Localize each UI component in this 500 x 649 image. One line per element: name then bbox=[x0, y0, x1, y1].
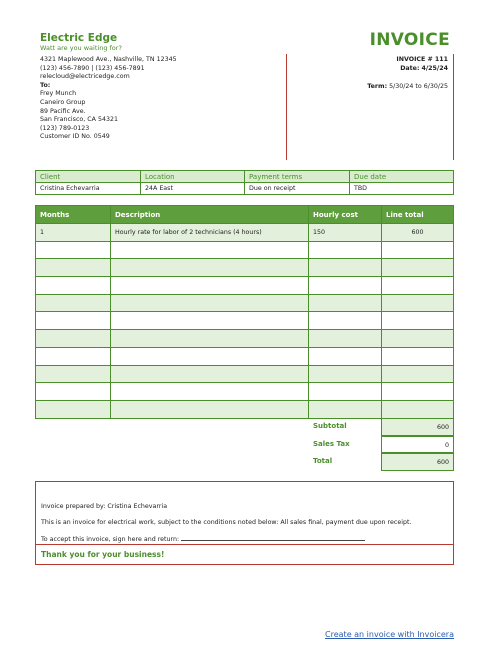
description-cell: Hourly rate for labor of 2 technicians (4 hours) bbox=[111, 224, 309, 242]
table-row bbox=[36, 312, 454, 330]
customer-id: Customer ID No. 0549 bbox=[40, 133, 110, 141]
create-invoice-link[interactable]: Create an invoice with Invoicera bbox=[325, 630, 454, 639]
invoice-number: 111 bbox=[434, 56, 448, 63]
bill-to-city: San Francisco, CA 54321 bbox=[40, 116, 118, 124]
invoice-meta bbox=[396, 56, 448, 73]
table-row bbox=[36, 330, 454, 348]
location-value: 24A East bbox=[141, 183, 245, 195]
signature-field[interactable] bbox=[181, 536, 365, 541]
description-header: Description bbox=[111, 206, 309, 224]
months-header: Months bbox=[36, 206, 111, 224]
subtotal-label: Subtotal bbox=[313, 422, 347, 430]
total-value: 600 bbox=[381, 453, 454, 471]
bill-to-label: To: bbox=[40, 81, 51, 89]
table-row bbox=[36, 277, 454, 295]
invoice-date: 4/25/24 bbox=[421, 64, 448, 72]
term-value: 5/30/24 to 6/30/25 bbox=[389, 83, 448, 90]
hourly-cost-header: Hourly cost bbox=[309, 206, 382, 224]
bill-to-name: Frey Munch bbox=[40, 90, 77, 98]
term-line bbox=[367, 83, 448, 90]
terms-note-text: This is an invoice for electrical work, subject to the conditions noted below: All sales final, payment due upon receipt. bbox=[41, 519, 412, 526]
table-row bbox=[36, 259, 454, 277]
table-row bbox=[36, 383, 454, 401]
client-header: Client bbox=[36, 171, 141, 183]
payment-terms-value: Due on receipt bbox=[245, 183, 350, 195]
bill-to-company: Caneiro Group bbox=[40, 98, 86, 106]
line-total-cell: 600 bbox=[382, 224, 454, 242]
line-total-header: Line total bbox=[382, 206, 454, 224]
table-row bbox=[36, 294, 454, 312]
sender-and-recipient-block bbox=[40, 56, 177, 142]
location-header: Location bbox=[141, 171, 245, 183]
table-row bbox=[36, 347, 454, 365]
months-cell: 1 bbox=[36, 224, 111, 242]
due-date-value: TBD bbox=[350, 183, 454, 195]
totals-block bbox=[308, 418, 454, 471]
footer-notes-box bbox=[35, 481, 454, 565]
prepared-by-text: Invoice prepared by: Cristina Echevarria bbox=[41, 503, 168, 510]
client-info-table bbox=[35, 170, 454, 195]
accept-text: To accept this invoice, sign here and return: bbox=[41, 536, 180, 543]
date-label: Date: bbox=[400, 64, 420, 72]
bill-to-street: 89 Pacific Ave. bbox=[40, 107, 86, 115]
divider-line-left bbox=[286, 54, 287, 160]
table-row bbox=[36, 241, 454, 259]
thank-you-text: Thank you for your business! bbox=[41, 550, 165, 559]
sales-tax-value: 0 bbox=[381, 436, 454, 454]
company-phones: (123) 456-7890 | (123) 456-7891 bbox=[40, 64, 145, 72]
divider-line-right bbox=[453, 54, 454, 160]
company-tagline: Watt are you waiting for? bbox=[40, 44, 122, 52]
hourly-cost-cell: 150 bbox=[309, 224, 382, 242]
invoice-number-label: INVOICE # bbox=[396, 56, 433, 63]
bill-to-phone: (123) 789-0123 bbox=[40, 124, 90, 132]
footer-divider bbox=[36, 544, 453, 545]
line-items-table bbox=[35, 205, 454, 419]
company-address: 4321 Maplewood Ave., Nashville, TN 12345 bbox=[40, 56, 177, 63]
term-label: Term: bbox=[367, 83, 388, 90]
accept-line bbox=[41, 536, 365, 543]
company-email: relecloud@electricedge.com bbox=[40, 73, 130, 81]
client-value: Cristina Echevarria bbox=[36, 183, 141, 195]
subtotal-value: 600 bbox=[381, 418, 454, 436]
due-date-header: Due date bbox=[350, 171, 454, 183]
table-row bbox=[36, 224, 454, 242]
total-label: Total bbox=[313, 457, 333, 465]
payment-terms-header: Payment terms bbox=[245, 171, 350, 183]
table-row bbox=[36, 365, 454, 383]
company-name: Electric Edge bbox=[40, 32, 118, 44]
sales-tax-label: Sales Tax bbox=[313, 439, 350, 448]
invoice-title: INVOICE bbox=[369, 30, 450, 50]
table-row bbox=[36, 400, 454, 418]
